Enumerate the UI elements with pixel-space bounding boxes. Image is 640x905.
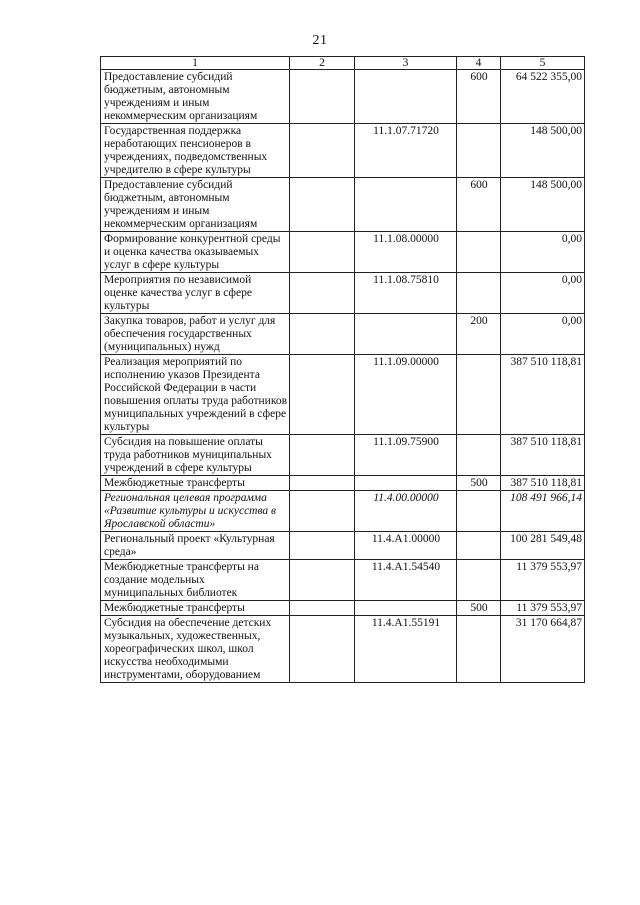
table-row <box>101 616 585 683</box>
row-type-cell: 600 <box>457 178 501 232</box>
row-column-2-cell <box>290 273 355 314</box>
row-type-cell <box>457 124 501 178</box>
row-amount-cell: 108 491 966,14 <box>501 491 585 532</box>
row-amount-cell: 64 522 355,00 <box>501 70 585 124</box>
table-row <box>101 70 585 124</box>
row-amount-cell: 0,00 <box>501 273 585 314</box>
row-amount-cell: 100 281 549,48 <box>501 532 585 560</box>
row-column-2-cell <box>290 70 355 124</box>
row-column-2-cell <box>290 560 355 601</box>
row-code-cell: 11.1.09.75900 <box>355 435 457 476</box>
row-name-cell: Межбюджетные трансферты <box>101 601 290 616</box>
row-name-cell: Мероприятия по независимой оценке качества услуг в сфере культуры <box>101 273 290 314</box>
row-column-2-cell <box>290 491 355 532</box>
row-code-cell <box>355 314 457 355</box>
row-code-cell: 11.4.00.00000 <box>355 491 457 532</box>
table-row <box>101 476 585 491</box>
table-row <box>101 124 585 178</box>
row-code-cell <box>355 70 457 124</box>
table-row <box>101 601 585 616</box>
row-code-cell: 11.4.A1.55191 <box>355 616 457 683</box>
column-header: 4 <box>457 57 501 70</box>
row-type-cell <box>457 560 501 601</box>
table-row <box>101 314 585 355</box>
row-name-cell: Закупка товаров, работ и услуг для обеспечения государственных (муниципальных) нужд <box>101 314 290 355</box>
column-header: 5 <box>501 57 585 70</box>
row-name-cell: Региональный проект «Культурная среда» <box>101 532 290 560</box>
row-name-cell: Региональная целевая программа «Развитие культуры и искусства в Ярославской области» <box>101 491 290 532</box>
row-type-cell <box>457 616 501 683</box>
row-amount-cell: 11 379 553,97 <box>501 601 585 616</box>
row-amount-cell: 387 510 118,81 <box>501 435 585 476</box>
row-column-2-cell <box>290 616 355 683</box>
table-row <box>101 532 585 560</box>
row-type-cell <box>457 273 501 314</box>
row-name-cell: Межбюджетные трансферты на создание модельных муниципальных библиотек <box>101 560 290 601</box>
budget-table <box>100 56 585 683</box>
table-row <box>101 178 585 232</box>
row-type-cell: 500 <box>457 601 501 616</box>
row-type-cell: 600 <box>457 70 501 124</box>
row-column-2-cell <box>290 435 355 476</box>
row-code-cell: 11.1.09.00000 <box>355 355 457 435</box>
table-row <box>101 355 585 435</box>
row-type-cell: 500 <box>457 476 501 491</box>
row-amount-cell: 387 510 118,81 <box>501 355 585 435</box>
table-row <box>101 273 585 314</box>
row-amount-cell: 31 170 664,87 <box>501 616 585 683</box>
table-row <box>101 435 585 476</box>
row-code-cell: 11.1.08.00000 <box>355 232 457 273</box>
row-name-cell: Субсидия на обеспечение детских музыкальных, художественных, хореографических школ, школ искусства необходимыми инструментами, оборудованием <box>101 616 290 683</box>
column-header: 3 <box>355 57 457 70</box>
row-column-2-cell <box>290 532 355 560</box>
row-code-cell <box>355 476 457 491</box>
row-code-cell: 11.1.08.75810 <box>355 273 457 314</box>
row-name-cell: Субсидия на повышение оплаты труда работников муниципальных учреждений в сфере культуры <box>101 435 290 476</box>
column-header: 2 <box>290 57 355 70</box>
row-column-2-cell <box>290 232 355 273</box>
row-type-cell <box>457 435 501 476</box>
row-amount-cell: 0,00 <box>501 314 585 355</box>
table-row <box>101 491 585 532</box>
column-header: 1 <box>101 57 290 70</box>
row-code-cell: 11.4.A1.00000 <box>355 532 457 560</box>
row-code-cell <box>355 178 457 232</box>
table-header-row <box>101 57 585 70</box>
row-column-2-cell <box>290 124 355 178</box>
row-type-cell: 200 <box>457 314 501 355</box>
row-code-cell <box>355 601 457 616</box>
row-type-cell <box>457 355 501 435</box>
row-name-cell: Формирование конкурентной среды и оценка качества оказываемых услуг в сфере культуры <box>101 232 290 273</box>
row-code-cell: 11.4.A1.54540 <box>355 560 457 601</box>
row-amount-cell: 387 510 118,81 <box>501 476 585 491</box>
row-name-cell: Межбюджетные трансферты <box>101 476 290 491</box>
row-name-cell: Предоставление субсидий бюджетным, автономным учреждениям и иным некоммерческим организациям <box>101 178 290 232</box>
row-name-cell: Реализация мероприятий по исполнению указов Президента Российской Федерации в части повышения оплаты труда работников муниципальных учреждений в сфере культуры <box>101 355 290 435</box>
row-name-cell: Предоставление субсидий бюджетным, автономным учреждениям и иным некоммерческим организациям <box>101 70 290 124</box>
row-column-2-cell <box>290 314 355 355</box>
row-type-cell <box>457 532 501 560</box>
row-name-cell: Государственная поддержка неработающих пенсионеров в учреждениях, подведомственных учредителю в сфере культуры <box>101 124 290 178</box>
table-row <box>101 560 585 601</box>
row-column-2-cell <box>290 476 355 491</box>
row-type-cell <box>457 232 501 273</box>
row-column-2-cell <box>290 355 355 435</box>
row-amount-cell: 148 500,00 <box>501 178 585 232</box>
row-column-2-cell <box>290 601 355 616</box>
row-code-cell: 11.1.07.71720 <box>355 124 457 178</box>
row-amount-cell: 148 500,00 <box>501 124 585 178</box>
page-number: 21 <box>312 33 328 48</box>
row-column-2-cell <box>290 178 355 232</box>
row-amount-cell: 0,00 <box>501 232 585 273</box>
row-type-cell <box>457 491 501 532</box>
table-row <box>101 232 585 273</box>
row-amount-cell: 11 379 553,97 <box>501 560 585 601</box>
